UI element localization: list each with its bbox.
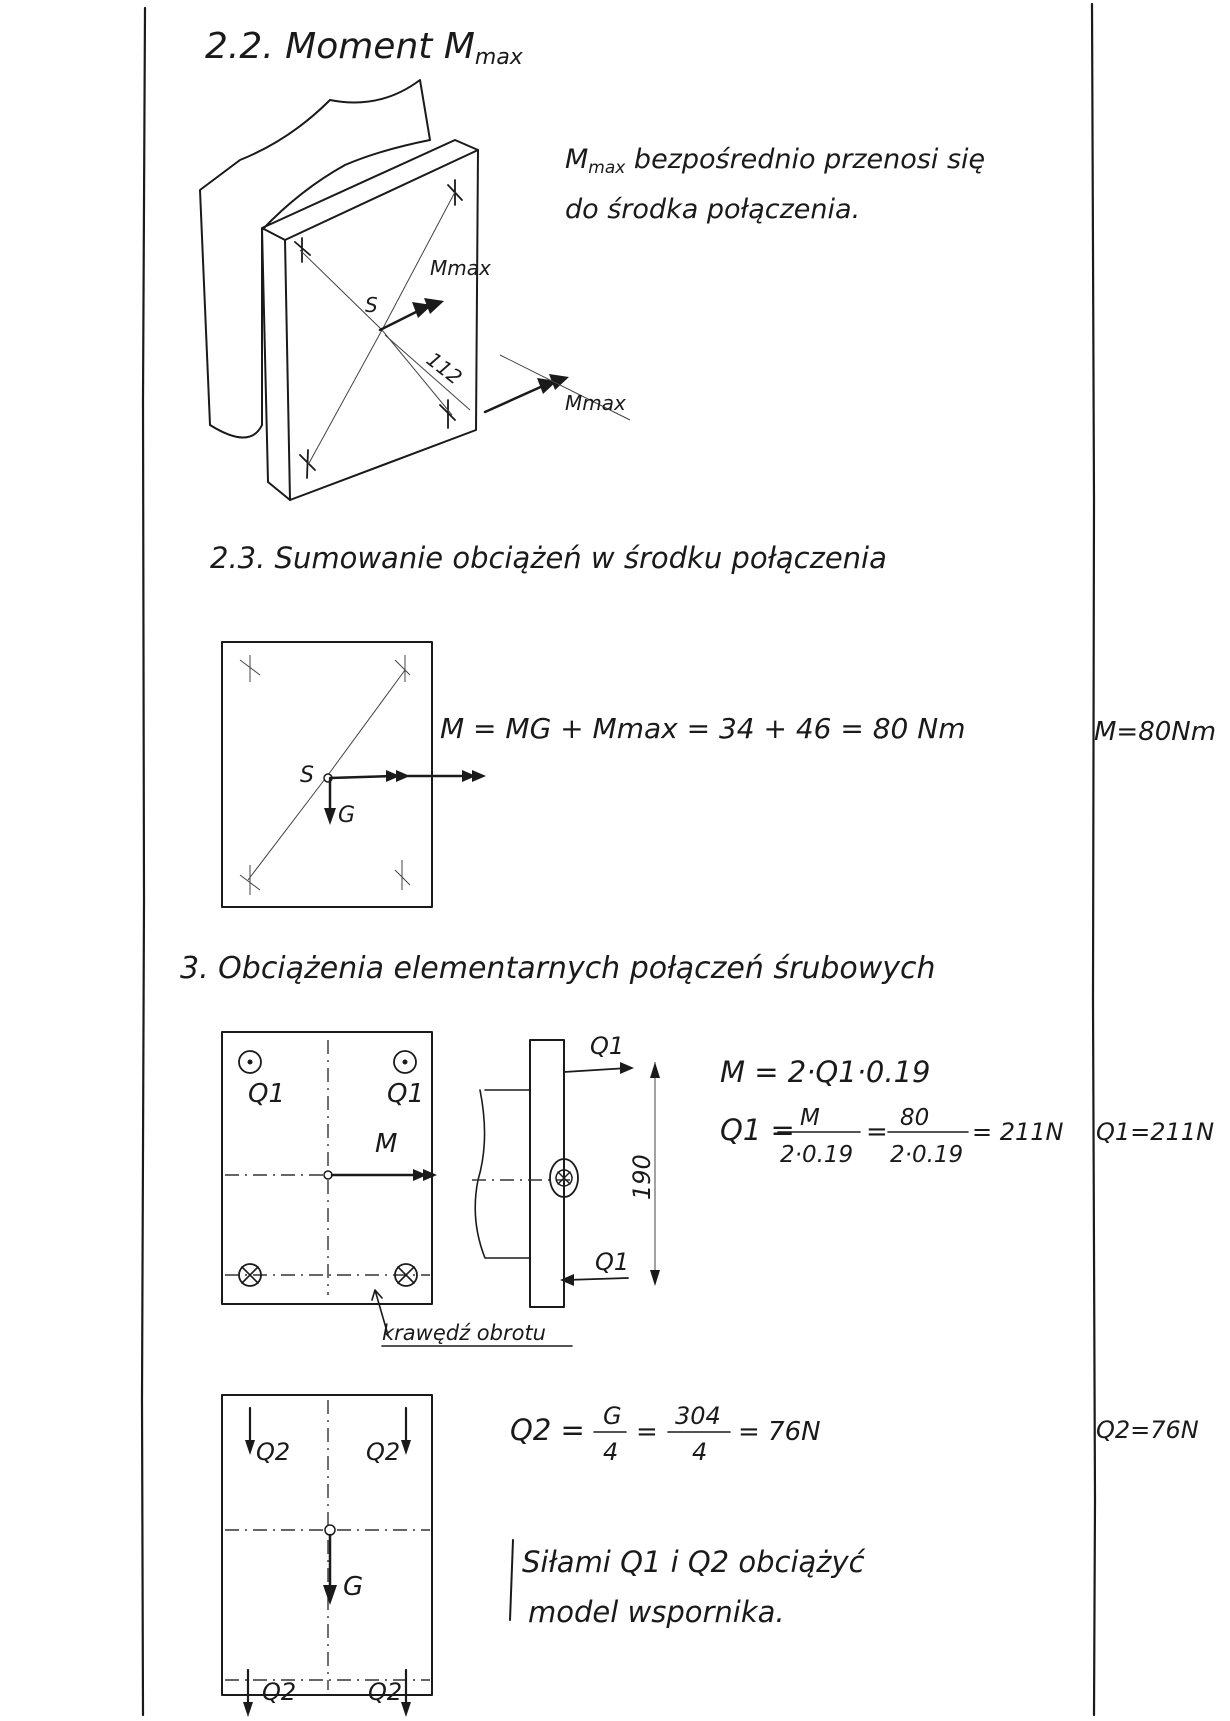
eq-q2-lhs: Q2 = xyxy=(510,1413,585,1447)
result-q2: Q2=76N xyxy=(1096,1416,1199,1444)
label-g-sum: G xyxy=(338,803,356,828)
eq-q2-equals: = xyxy=(636,1417,658,1447)
arrow-q1-bottom xyxy=(560,1274,574,1286)
label-q1-left: Q1 xyxy=(248,1079,286,1109)
heading-2-2: 2.2. Moment Mmax xyxy=(205,26,523,70)
right-margin-line xyxy=(1092,4,1095,1715)
note-bar xyxy=(510,1540,513,1620)
heading-2-3: 2.3. Sumowanie obciążeń w środku połączenia xyxy=(210,541,887,575)
eq-q2-rhs: = 76N xyxy=(738,1417,821,1447)
eq-q1-rhs: = 211N xyxy=(972,1118,1064,1146)
weight-arrow-q2-plate xyxy=(323,1585,337,1605)
label-mmax-outer: Mmax xyxy=(565,391,626,415)
label-q1-right: Q1 xyxy=(387,1079,425,1109)
eq-q1-lhs: Q1 = xyxy=(720,1113,795,1147)
eq-equals-1: = xyxy=(866,1117,888,1147)
eq-q2-frac1-num: G xyxy=(603,1402,622,1430)
left-margin-line xyxy=(142,8,145,1715)
mmax-arrow-center xyxy=(412,298,444,318)
eq-frac2-num: 80 xyxy=(900,1105,930,1131)
equation-q2-fraction xyxy=(510,1402,821,1466)
label-q2-top-left: Q2 xyxy=(256,1438,291,1466)
equation-moment-q1: M = 2·Q1·0.19 xyxy=(720,1055,931,1089)
eq-frac2-den: 2·0.19 xyxy=(890,1142,964,1168)
equation-moment-sum: M = MG + Mmax = 34 + 46 = 80 Nm xyxy=(440,712,966,745)
eq-q2-frac2-num: 304 xyxy=(675,1402,721,1430)
moment-arrow-q1-plate xyxy=(413,1169,437,1181)
label-distance-112: 112 xyxy=(421,347,467,390)
equation-q1-fraction xyxy=(720,1105,1064,1168)
figure-plate-q1 xyxy=(222,1032,437,1335)
label-s-sum: S xyxy=(300,763,314,788)
heading-3: 3. Obciążenia elementarnych połączeń śrubowych xyxy=(180,951,936,986)
eq-frac1-num: M xyxy=(800,1105,820,1131)
note-2-2-line1: Mmax bezpośrednio przenosi się xyxy=(565,144,986,178)
figure-plate-sum xyxy=(222,642,486,907)
eq-frac1-den: 2·0.19 xyxy=(780,1142,854,1168)
eq-q2-frac1-den: 4 xyxy=(603,1438,619,1466)
eq-q2-frac2-den: 4 xyxy=(692,1438,708,1466)
label-g-q2-plate: G xyxy=(343,1572,364,1602)
label-q2-top-right: Q2 xyxy=(366,1438,401,1466)
label-m-plate: M xyxy=(375,1129,398,1159)
figure-plate-q2 xyxy=(222,1395,432,1717)
label-q2-bottom-right: Q2 xyxy=(368,1678,403,1706)
label-dimension-190: 190 xyxy=(628,1154,656,1200)
figure-plate-3d xyxy=(200,80,630,500)
note-3-line1: Siłami Q1 i Q2 obciążyć xyxy=(522,1545,865,1579)
note-3-line2: model wspornika. xyxy=(528,1595,785,1629)
arrow-q1-top xyxy=(620,1062,634,1074)
result-q1: Q1=211N xyxy=(1096,1118,1215,1146)
label-s-3d: S xyxy=(365,293,378,317)
label-q1-side-top: Q1 xyxy=(590,1032,625,1060)
label-q2-bottom-left: Q2 xyxy=(262,1678,297,1706)
q2-arrows xyxy=(243,1440,411,1717)
note-2-2-line2: do środka połączenia. xyxy=(565,194,861,225)
weight-arrow-g xyxy=(324,808,336,825)
label-rotation-edge: krawędź obrotu xyxy=(382,1321,546,1345)
label-q1-side-bottom: Q1 xyxy=(595,1248,630,1276)
label-mmax-center: Mmax xyxy=(430,256,491,280)
result-moment: M=80Nm xyxy=(1094,717,1217,747)
